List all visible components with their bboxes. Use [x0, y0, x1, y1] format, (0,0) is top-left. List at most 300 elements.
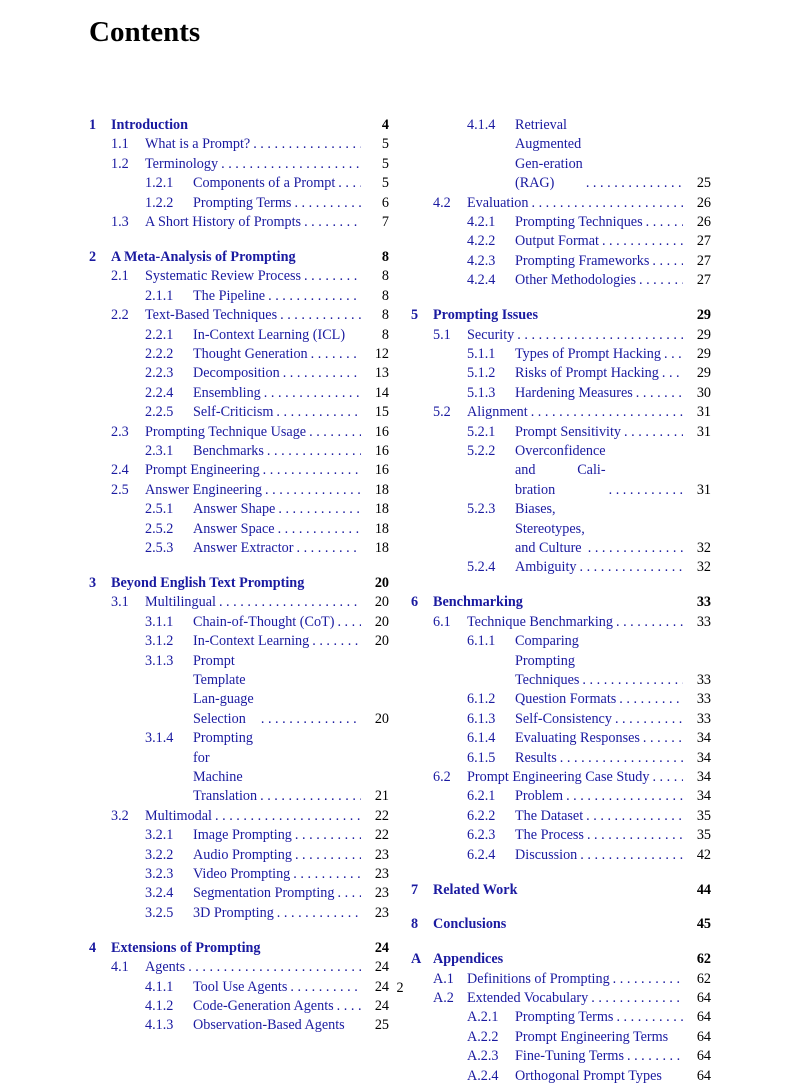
dot-leader [261, 384, 361, 403]
entry-number: 3.2.2 [145, 846, 174, 863]
entry-number: 4.2.3 [467, 252, 496, 269]
entry-title-link[interactable]: Code-Generation Agents [193, 997, 334, 1014]
toc-subsubsection-1-2-1[interactable] [89, 174, 389, 193]
entry-body [515, 632, 711, 690]
entry-body [467, 403, 711, 422]
entry-page-number: 31 [696, 481, 711, 498]
entry-body [467, 326, 711, 345]
entry-number: 4.1.3 [145, 1017, 174, 1034]
dot-leader [576, 558, 683, 577]
entry-title-link[interactable]: Chain-of-Thought (CoT) [193, 613, 335, 630]
entry-title-link[interactable]: Thought Generation [193, 345, 308, 362]
toc-subsubsection-2-3-1[interactable] [89, 442, 389, 461]
toc-subsubsection-6-2-2[interactable] [411, 807, 711, 826]
entry-number: 1.3 [111, 214, 129, 231]
entry-title-link[interactable]: Hardening Measures [515, 384, 633, 401]
toc-subsection-2-5[interactable] [89, 481, 389, 500]
entry-body [515, 558, 711, 577]
entry-number: 1.2 [111, 155, 129, 172]
entry-title-link[interactable]: Text-Based Techniques [145, 307, 278, 324]
dot-leader [613, 613, 683, 632]
dot-leader [292, 846, 361, 865]
entry-title-link[interactable]: Types of Prompt Hacking [515, 345, 661, 362]
entry-number: 4.2.2 [467, 233, 496, 250]
toc-subsubsection-4-1-3[interactable] [89, 1016, 389, 1035]
toc-subsubsection-4-1-4[interactable] [411, 116, 711, 194]
entry-number: 6.2.4 [467, 846, 496, 863]
toc-gap [411, 291, 711, 307]
entry-number: A.2.4 [467, 1067, 499, 1084]
entry-body [193, 364, 389, 383]
toc-subsubsection-1-2-2[interactable] [89, 194, 389, 213]
toc-subsubsection-6-2-3[interactable] [411, 826, 711, 845]
toc-subsubsection-5-2-4[interactable] [411, 558, 711, 577]
toc-subsubsection-6-1-2[interactable] [411, 690, 711, 709]
entry-body [515, 116, 711, 194]
entry-body [515, 807, 711, 826]
entry-page-number: 64 [696, 1028, 711, 1045]
entry-title-link[interactable]: Self-Consistency [515, 710, 612, 727]
entry-page-number: 14 [374, 384, 389, 401]
dot-leader [528, 403, 683, 422]
entry-title-link[interactable]: Comparing Prompting Techniques [515, 633, 580, 688]
entry-number: 1.2.1 [145, 175, 174, 192]
dot-leader [301, 267, 361, 286]
entry-title-link[interactable]: Question Formats [515, 691, 617, 708]
entry-number: 3.2.3 [145, 865, 174, 882]
section-page-number: 24 [374, 939, 389, 956]
toc-subsection-1-1[interactable] [89, 135, 389, 154]
entry-page-number: 16 [374, 442, 389, 459]
entry-title-link[interactable]: What is a Prompt? [145, 136, 251, 153]
toc-subsubsection-2-2-2[interactable] [89, 345, 389, 364]
entry-body [193, 384, 389, 403]
entry-body [193, 520, 389, 539]
entry-body [145, 461, 389, 480]
entry-title-link[interactable]: Terminology [145, 155, 219, 172]
entry-title-link[interactable]: Systematic Review Process [145, 268, 302, 285]
entry-page-number: 20 [374, 710, 389, 727]
toc-subsection-6-2[interactable] [411, 768, 711, 787]
toc-subsubsection-2-2-4[interactable] [89, 384, 389, 403]
section-title-link[interactable]: Conclusions [433, 916, 507, 933]
entry-title-link[interactable]: Prompt Engineering Terms [515, 1028, 669, 1045]
entry-title-link[interactable]: Multilingual [145, 594, 216, 611]
toc-subsection-2-3[interactable] [89, 423, 389, 442]
toc-subsubsection-4-2-4[interactable] [411, 271, 711, 290]
entry-title-link[interactable]: Prompting Terms [193, 194, 292, 211]
section-title-link[interactable]: Benchmarking [433, 594, 523, 611]
dot-leader [583, 174, 683, 193]
entry-number: 4.1.4 [467, 117, 496, 133]
toc-subsection-2-2[interactable] [89, 306, 389, 325]
entry-title-link[interactable]: Orthogonal Prompt Types [515, 1067, 662, 1084]
toc-subsubsection-3-1-3[interactable] [89, 652, 389, 730]
entry-number: 2.2.5 [145, 404, 174, 421]
toc-subsubsection-3-2-2[interactable] [89, 846, 389, 865]
entry-title-link[interactable]: Prompt Engineering [145, 462, 260, 479]
entry-title-link[interactable]: Discussion [515, 846, 578, 863]
entry-title-link[interactable]: In-Context Learning (ICL) [193, 326, 346, 343]
entry-number: 3.1.4 [145, 730, 174, 747]
dot-leader [280, 364, 361, 383]
entry-page-number: 18 [374, 481, 389, 498]
entry-number: 2.2.2 [145, 345, 174, 362]
entry-body [515, 710, 711, 729]
entry-title-link[interactable]: Ensembling [193, 384, 261, 401]
entry-body [193, 884, 389, 903]
entry-title-link[interactable]: Agents [145, 959, 186, 976]
entry-title-link[interactable]: Prompting Technique Usage [145, 423, 307, 440]
entry-body [515, 826, 711, 845]
entry-title-link[interactable]: Audio Prompting [193, 846, 292, 863]
toc-subsubsection-6-1-1[interactable] [411, 632, 711, 690]
toc-section-1[interactable] [89, 116, 389, 135]
section-title-link[interactable]: Introduction [111, 117, 188, 133]
entry-number: 6.1.1 [467, 633, 496, 650]
entry-body [515, 423, 711, 442]
section-number: 1 [89, 117, 97, 133]
toc-subsubsection-3-2-1[interactable] [89, 826, 389, 845]
entry-body [515, 690, 711, 709]
section-title-link[interactable]: Related Work [433, 881, 518, 898]
toc-subsection-5-1[interactable] [411, 326, 711, 345]
entry-page-number: 8 [381, 268, 389, 285]
entry-page-number: 6 [381, 194, 389, 211]
dot-leader [277, 306, 361, 325]
entry-title-link[interactable]: Video Prompting [193, 865, 291, 882]
section-page-number: 33 [696, 594, 711, 611]
section-number: 4 [89, 939, 97, 956]
entry-body [145, 306, 389, 325]
section-number: 2 [89, 248, 97, 265]
entry-number: 4.1.2 [145, 997, 174, 1014]
toc-subsubsection-4-2-3[interactable] [411, 252, 711, 271]
entry-body [515, 271, 711, 290]
entry-page-number: 27 [696, 272, 711, 289]
entry-title-link[interactable]: 3D Prompting [193, 904, 274, 921]
toc-subsubsection-6-2-1[interactable] [411, 787, 711, 806]
section-page-number: 20 [374, 574, 389, 591]
entry-number: 3.2 [111, 807, 129, 824]
entry-body [193, 826, 389, 845]
entry-page-number: 27 [696, 233, 711, 250]
toc-subsubsection-6-1-5[interactable] [411, 749, 711, 768]
entry-body [515, 1008, 711, 1027]
dot-leader [218, 155, 361, 174]
dot-leader [275, 520, 361, 539]
section-number: 6 [411, 594, 419, 611]
toc-subsubsection-4-2-2[interactable] [411, 232, 711, 251]
entry-title-link[interactable]: Output Format [515, 233, 599, 250]
entry-page-number: 31 [696, 404, 711, 421]
entry-body [515, 787, 711, 806]
entry-title-link[interactable]: Answer Shape [193, 501, 276, 518]
entry-title-link[interactable]: Prompting Techniques [515, 214, 643, 231]
toc-subsubsection-3-2-4[interactable] [89, 884, 389, 903]
entry-title-link[interactable]: Observation-Based Agents [193, 1017, 345, 1034]
dot-leader [335, 174, 361, 193]
toc-subsubsection-2-5-3[interactable] [89, 539, 389, 558]
toc-section-2[interactable] [89, 248, 389, 267]
entry-title-link[interactable]: Prompting for Machine Translation [193, 730, 258, 805]
dot-leader [584, 826, 683, 845]
entry-page-number: 34 [696, 788, 711, 805]
entry-title-link[interactable]: Overconfidence and Cali-bration [515, 442, 606, 498]
toc-subsubsection-2-5-2[interactable] [89, 520, 389, 539]
entry-title-link[interactable]: Prompting Frameworks [515, 252, 650, 269]
entry-body [193, 652, 389, 730]
toc-subsubsection-5-2-1[interactable] [411, 423, 711, 442]
entry-title-link[interactable]: Multimodal [145, 807, 212, 824]
dot-leader [258, 710, 361, 729]
toc-subsubsection-6-1-3[interactable] [411, 710, 711, 729]
entry-page-number: 24 [374, 997, 389, 1014]
entry-page-number: 23 [374, 904, 389, 921]
toc-subsubsection-2-1-1[interactable] [89, 287, 389, 306]
toc-subsection-4-2[interactable] [411, 194, 711, 213]
toc-subsubsection-3-1-4[interactable] [89, 729, 389, 807]
toc-gap [89, 232, 389, 248]
entry-page-number: 18 [374, 501, 389, 518]
entry-body [515, 749, 711, 768]
toc-subsection-2-4[interactable] [89, 461, 389, 480]
entry-title-link[interactable]: Evaluation [467, 194, 529, 211]
entry-number: 2.5.2 [145, 520, 174, 537]
dot-leader [250, 135, 361, 154]
entry-title-link[interactable]: Answer Extractor [193, 540, 294, 556]
entry-title-link[interactable]: Risks of Prompt Hacking [515, 365, 659, 382]
dot-leader [649, 768, 683, 787]
entry-page-number: 32 [696, 559, 711, 576]
entry-body [193, 997, 389, 1016]
entry-title-link[interactable]: Answer Space [193, 520, 275, 537]
entry-page-number: 20 [374, 594, 389, 611]
entry-title-link[interactable]: The Pipeline [193, 287, 266, 304]
toc-subsubsection-a-2-4[interactable] [411, 1067, 711, 1086]
entry-title-link[interactable]: Decomposition [193, 365, 280, 382]
dot-leader [624, 1047, 683, 1066]
toc-subsubsection-4-2-1[interactable] [411, 213, 711, 232]
toc-subsubsection-5-1-2[interactable] [411, 364, 711, 383]
dot-leader [212, 807, 361, 826]
entry-body [145, 155, 389, 174]
toc-subsection-4-1[interactable] [89, 958, 389, 977]
dot-leader [292, 826, 361, 845]
entry-title-link[interactable]: Evaluating Responses [515, 730, 640, 747]
entry-page-number: 8 [381, 326, 389, 343]
entry-body [145, 423, 389, 442]
entry-title-link[interactable]: Alignment [467, 404, 528, 421]
toc-section-8[interactable] [411, 915, 711, 934]
entry-number: 6.2 [433, 768, 451, 785]
entry-title-link[interactable]: Other Methodologies [515, 272, 636, 289]
section-title-link[interactable]: Extensions of Prompting [111, 939, 261, 956]
toc-subsection-5-2[interactable] [411, 403, 711, 422]
toc-subsubsection-3-2-3[interactable] [89, 865, 389, 884]
entry-body [145, 267, 389, 286]
entry-title-link[interactable]: Tool Use Agents [193, 978, 288, 995]
entry-number: 3.1.1 [145, 613, 174, 630]
dot-leader [514, 326, 683, 345]
entry-body [515, 442, 711, 500]
dot-leader [633, 384, 683, 403]
dot-leader [612, 710, 683, 729]
entry-body [193, 613, 389, 632]
dot-leader [291, 194, 361, 213]
entry-title-link[interactable]: Self-Criticism [193, 404, 274, 421]
toc-subsubsection-a-2-2[interactable] [411, 1028, 711, 1047]
entry-title-link[interactable]: Problem [515, 788, 564, 805]
toc-section-7[interactable] [411, 881, 711, 900]
entry-title-link[interactable]: Results [515, 749, 557, 766]
entry-body [515, 500, 711, 558]
dot-leader [274, 904, 361, 923]
entry-page-number: 31 [696, 423, 711, 440]
dot-leader [293, 539, 361, 558]
entry-number: 6.1.4 [467, 730, 496, 747]
entry-title-link[interactable]: A Short History of Prompts [145, 214, 302, 231]
dot-leader [334, 997, 361, 1016]
entry-title-link[interactable]: Prompting Terms [515, 1009, 614, 1026]
entry-title-link[interactable]: The Process [515, 827, 584, 844]
toc-subsubsection-3-2-5[interactable] [89, 904, 389, 923]
entry-body [515, 1028, 711, 1047]
entry-page-number: 16 [374, 423, 389, 440]
entry-title-link[interactable]: Ambiguity [515, 559, 577, 576]
entry-number: A.2.2 [467, 1028, 499, 1045]
entry-title-link[interactable]: Answer Engineering [145, 481, 263, 498]
entry-page-number: 24 [374, 959, 389, 976]
entry-number: 3.2.4 [145, 885, 174, 902]
toc-subsection-6-1[interactable] [411, 613, 711, 632]
section-title-link[interactable]: Prompting Issues [433, 307, 538, 324]
section-number: 3 [89, 574, 97, 591]
entry-number: 1.2.2 [145, 194, 174, 211]
entry-title-link[interactable]: Prompt Template Lan-guage Selection [193, 652, 254, 727]
toc-subsection-1-2[interactable] [89, 155, 389, 174]
entry-body [515, 364, 711, 383]
entry-title-link[interactable]: Segmentation Prompting [193, 885, 335, 902]
dot-leader [621, 423, 683, 442]
toc-subsubsection-2-2-5[interactable] [89, 403, 389, 422]
dot-leader [306, 423, 361, 442]
toc-subsection-3-1[interactable] [89, 593, 389, 612]
entry-number: 2.3 [111, 423, 129, 440]
entry-title-link[interactable]: Retrieval Augmented Gen-eration (RAG) [515, 117, 583, 192]
toc-subsubsection-5-1-1[interactable] [411, 345, 711, 364]
toc-subsubsection-2-5-1[interactable] [89, 500, 389, 519]
toc-subsubsection-3-1-2[interactable] [89, 632, 389, 651]
entry-title-link[interactable]: Fine-Tuning Terms [515, 1048, 624, 1065]
entry-body [193, 1016, 389, 1035]
entry-body [193, 403, 389, 422]
toc-subsubsection-5-1-3[interactable] [411, 384, 711, 403]
entry-number: 3.1 [111, 594, 129, 611]
toc-subsubsection-4-1-2[interactable] [89, 997, 389, 1016]
entry-title-link[interactable]: Benchmarks [193, 442, 264, 459]
toc-subsection-3-2[interactable] [89, 807, 389, 826]
entry-page-number: 24 [374, 978, 389, 995]
section-title-link[interactable]: Beyond English Text Prompting [111, 574, 305, 591]
toc-section-3[interactable] [89, 574, 389, 593]
toc-section-5[interactable] [411, 306, 711, 325]
entry-title-link[interactable]: Technique Benchmarking [467, 613, 613, 630]
toc-subsubsection-2-2-1[interactable] [89, 326, 389, 345]
dot-leader [659, 364, 683, 383]
dot-leader [643, 213, 683, 232]
toc-section-a[interactable] [411, 950, 711, 969]
entry-body [515, 345, 711, 364]
toc-subsection-2-1[interactable] [89, 267, 389, 286]
dot-leader [563, 787, 683, 806]
entry-title-link[interactable]: Components of a Prompt [193, 175, 336, 192]
entry-title-link[interactable]: The Dataset [515, 807, 584, 824]
entry-page-number: 33 [696, 710, 711, 727]
entry-number: 5.1 [433, 326, 451, 343]
entry-page-number: 18 [374, 520, 389, 537]
entry-title-link[interactable]: In-Context Learning [193, 633, 310, 650]
entry-title-link[interactable]: Image Prompting [193, 827, 292, 844]
entry-number: 2.5.1 [145, 501, 174, 518]
section-number: A [411, 951, 422, 968]
toc-subsubsection-2-2-3[interactable] [89, 364, 389, 383]
entry-title-link[interactable]: Definitions of Prompting [467, 970, 610, 987]
entry-body [467, 768, 711, 787]
entry-page-number: 64 [696, 1048, 711, 1065]
entry-title-link[interactable]: Security [467, 326, 515, 343]
section-page-number: 29 [696, 307, 711, 324]
dot-leader [334, 613, 361, 632]
section-title-link[interactable]: Appendices [433, 951, 504, 968]
toc-subsection-1-3[interactable] [89, 213, 389, 232]
entry-body [145, 593, 389, 612]
toc-subsubsection-a-2-1[interactable] [411, 1008, 711, 1027]
dot-leader [275, 500, 361, 519]
toc-subsubsection-3-1-1[interactable] [89, 613, 389, 632]
toc-section-4[interactable] [89, 939, 389, 958]
entry-title-link[interactable]: Prompt Sensitivity [515, 423, 622, 440]
dot-leader [273, 403, 361, 422]
entry-title-link[interactable]: Biases, Stereotypes, and Culture [515, 501, 585, 557]
entry-page-number: 5 [381, 155, 389, 172]
toc-subsubsection-6-1-4[interactable] [411, 729, 711, 748]
dot-leader [216, 593, 361, 612]
entry-number: 6.2.3 [467, 827, 496, 844]
entry-number: 5.2.4 [467, 559, 496, 576]
entry-title-link[interactable]: Prompt Engineering Case Study [467, 768, 650, 785]
entry-body [515, 1067, 711, 1086]
toc-subsubsection-5-2-3[interactable] [411, 500, 711, 558]
dot-leader [606, 481, 683, 500]
toc-subsubsection-a-2-3[interactable] [411, 1047, 711, 1066]
entry-number: 2.2.4 [145, 384, 174, 401]
dot-leader [290, 865, 361, 884]
entry-number: A.1 [433, 970, 454, 987]
entry-title-link[interactable]: Extended Vocabulary [467, 990, 589, 1007]
toc-section-6[interactable] [411, 593, 711, 612]
toc-subsubsection-6-2-4[interactable] [411, 846, 711, 865]
toc-subsubsection-5-2-2[interactable] [411, 442, 711, 500]
entry-body [193, 846, 389, 865]
entry-page-number: 35 [696, 827, 711, 844]
toc-gap [411, 578, 711, 594]
section-title-link[interactable]: A Meta-Analysis of Prompting [111, 248, 296, 265]
entry-number: 2.5 [111, 481, 129, 498]
entry-body [515, 729, 711, 748]
entry-number: 4.2.1 [467, 214, 496, 231]
entry-body [515, 1047, 711, 1066]
